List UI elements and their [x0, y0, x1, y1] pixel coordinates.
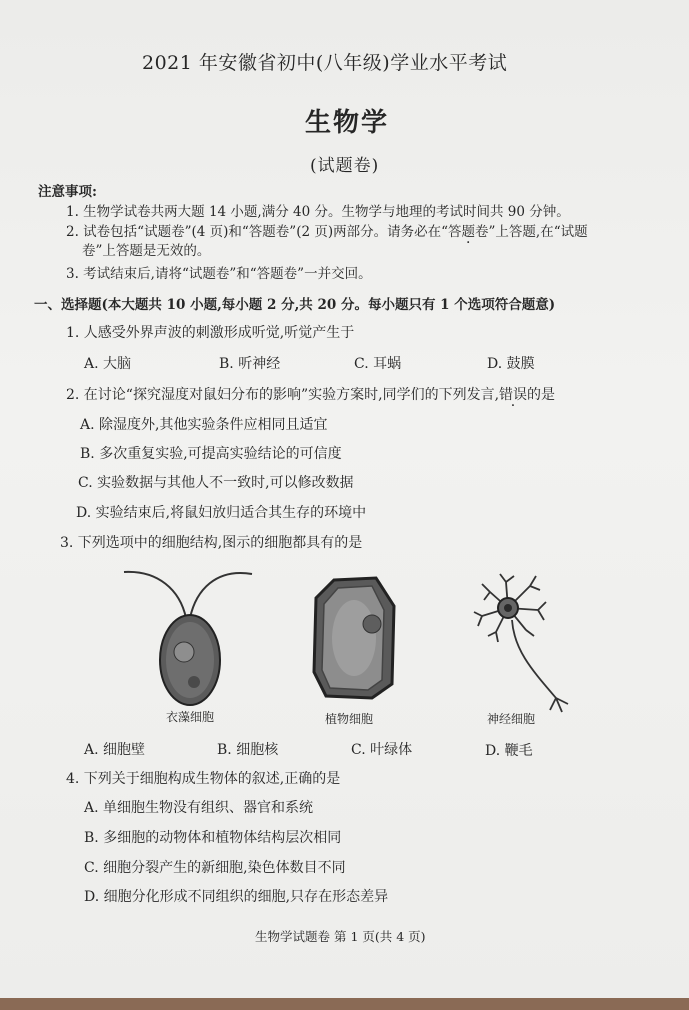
caption-plant-cell: 植物细胞	[325, 712, 374, 726]
q3-option-c: C. 叶绿体	[351, 742, 413, 758]
q2-option-c: C. 实验数据与其他人不一致时,可以修改数据	[78, 475, 354, 491]
q4-option-d: D. 细胞分化形成不同组织的细胞,只存在形态差异	[84, 889, 389, 905]
q1-option-a: A. 大脑	[84, 356, 132, 372]
q1-option-b: B. 听神经	[219, 356, 281, 372]
neuron-cell-figure	[470, 570, 580, 720]
chlamydomonas-cell-figure	[118, 560, 258, 710]
note-1: 1. 生物学试卷共两大题 14 小题,满分 40 分。生物学与地理的考试时间共 90 分钟。	[66, 204, 570, 220]
q4-stem: 4. 下列关于细胞构成生物体的叙述,正确的是	[66, 771, 341, 787]
note-2: 2. 试卷包括“试题卷”(4 页)和“答题卷”(2 页)两部分。请务必在“答题卷”上答题,在“试题	[66, 224, 588, 240]
q1-option-c: C. 耳蜗	[354, 356, 402, 372]
q1-option-d: D. 鼓膜	[487, 356, 535, 372]
notes-title: 注意事项:	[38, 184, 97, 200]
q3-option-a: A. 细胞壁	[84, 742, 146, 758]
q3-option-b: B. 细胞核	[217, 742, 279, 758]
emphasis-answer-sheet: 答题卷	[448, 224, 489, 240]
volume-label: (试题卷)	[310, 156, 380, 176]
q4-option-a: A. 单细胞生物没有组织、器官和系统	[84, 800, 314, 816]
table-edge	[0, 998, 689, 1010]
q3-stem: 3. 下列选项中的细胞结构,图示的细胞都具有的是	[60, 535, 363, 551]
caption-neuron: 神经细胞	[487, 712, 536, 726]
q2-option-b: B. 多次重复实验,可提高实验结论的可信度	[80, 446, 342, 462]
q2-option-a: A. 除湿度外,其他实验条件应相同且适宜	[80, 417, 328, 433]
q1-stem: 1. 人感受外界声波的刺激形成听觉,听觉产生于	[66, 325, 355, 341]
note-3: 3. 考试结束后,请将“试题卷”和“答题卷”一并交回。	[66, 266, 372, 282]
caption-chlamydomonas: 衣藻细胞	[166, 710, 215, 724]
section-heading: 一、选择题(本大题共 10 小题,每小题 2 分,共 20 分。每小题只有 1 个选项符合题意)	[34, 297, 556, 313]
q2-option-d: D. 实验结束后,将鼠妇放归适合其生存的环境中	[76, 505, 367, 521]
q2-stem: 2. 在讨论“探究湿度对鼠妇分布的影响”实验方案时,同学们的下列发言,错误的是	[66, 387, 556, 403]
page-footer: 生物学试题卷 第 1 页(共 4 页)	[255, 929, 426, 944]
q2-emphasis: 错误	[499, 387, 528, 403]
q4-option-b: B. 多细胞的动物体和植物体结构层次相同	[84, 830, 342, 846]
note-2-cont: 卷”上答题是无效的。	[82, 243, 211, 259]
plant-cell-figure	[312, 576, 397, 700]
q3-option-d: D. 鞭毛	[485, 743, 533, 759]
exam-title: 2021 年安徽省初中(八年级)学业水平考试	[142, 52, 508, 74]
subject-title: 生物学	[305, 108, 390, 138]
q4-option-c: C. 细胞分裂产生的新细胞,染色体数目不同	[84, 860, 346, 876]
